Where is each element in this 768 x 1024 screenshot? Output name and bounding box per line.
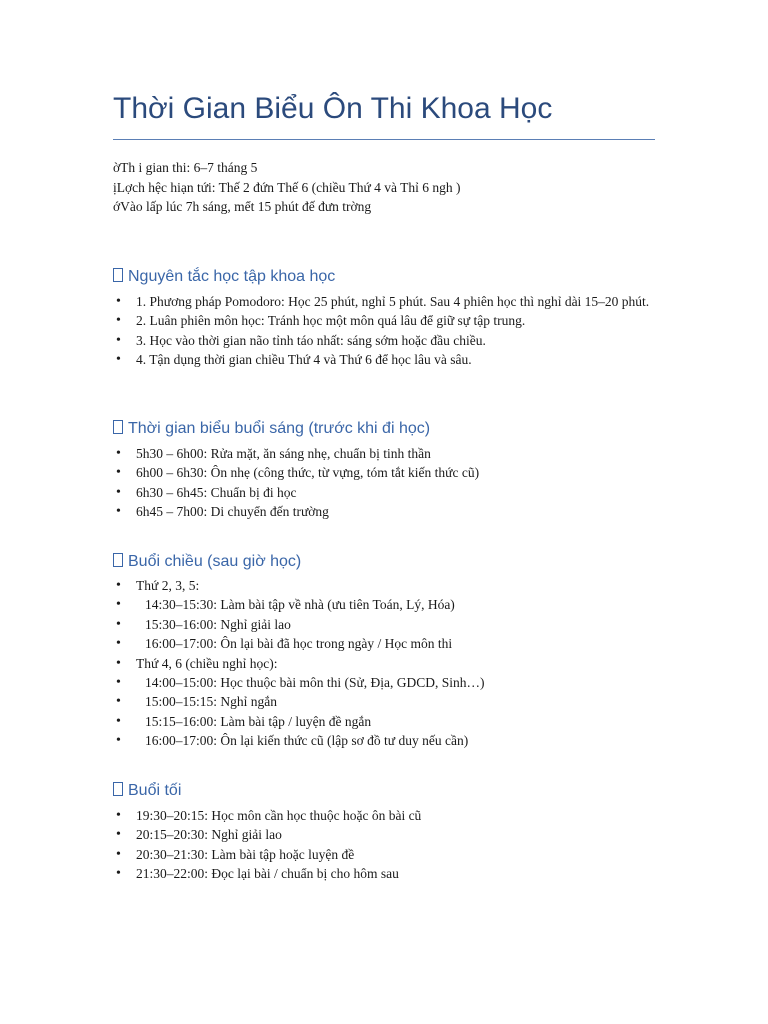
list-item: • 20:30–21:30: Làm bài tập hoặc luyện đề [113, 845, 653, 864]
principles-list [113, 292, 653, 370]
arrival-time-line: ớVào lấp lúc 7h sáng, mểt 15 phút đế đưn trờng [113, 199, 372, 214]
morning-list [113, 444, 653, 522]
afternoon-list [113, 576, 653, 751]
list-item: • 3. Học vào thời gian não tỉnh táo nhất: sáng sớm hoặc đầu chiều. [113, 331, 653, 350]
section-heading-text: Buổi chiều (sau giờ học) [128, 553, 302, 570]
list-item: • 20:15–20:30: Nghỉ giải lao [113, 825, 653, 844]
list-item: • Thứ 2, 3, 5: [113, 576, 653, 595]
list-item: • 14:00–15:00: Học thuộc bài môn thi (Sử, Địa, GDCD, Sinh…) [113, 673, 653, 692]
list-item: • 2. Luân phiên môn học: Tránh học một môn quá lâu để giữ sự tập trung. [113, 311, 653, 330]
list-item: • 5h30 – 6h00: Rửa mặt, ăn sáng nhẹ, chuẩn bị tinh thần [113, 444, 653, 463]
list-item: • 6h30 – 6h45: Chuẩn bị đi học [113, 483, 653, 502]
section-heading-text: Thời gian biểu buổi sáng (trước khi đi học) [128, 420, 431, 437]
section-heading-morning [113, 420, 430, 438]
page-title: Thời Gian Biểu Ôn Thi Khoa Học [113, 92, 553, 125]
section-heading-principles [113, 268, 335, 286]
section-heading-text: Nguyên tắc học tập khoa học [128, 268, 336, 285]
evening-list [113, 806, 653, 884]
section-heading-text: Buổi tối [128, 782, 182, 799]
school-schedule-line: ịLợch hệc hiạn tứi: Thế 2 đứn Thế 6 (chiều Thứ 4 và Thỉ 6 ngh ) [113, 180, 461, 195]
section-heading-evening [113, 782, 181, 800]
missing-glyph-icon [113, 782, 123, 796]
list-item: • Thứ 4, 6 (chiều nghỉ học): [113, 654, 653, 673]
list-item: • 6h45 – 7h00: Di chuyển đến trường [113, 502, 653, 521]
missing-glyph-icon [113, 420, 123, 434]
list-item: • 19:30–20:15: Học môn cần học thuộc hoặc ôn bài cũ [113, 806, 653, 825]
list-item: • 6h00 – 6h30: Ôn nhẹ (công thức, từ vựng, tóm tắt kiến thức cũ) [113, 463, 653, 482]
title-underline [113, 139, 655, 140]
section-heading-afternoon [113, 553, 301, 571]
list-item: • 21:30–22:00: Đọc lại bài / chuẩn bị cho hôm sau [113, 864, 653, 883]
list-item: • 4. Tận dụng thời gian chiều Thứ 4 và Thứ 6 để học lâu và sâu. [113, 350, 653, 369]
list-item: • 16:00–17:00: Ôn lại kiến thức cũ (lập sơ đồ tư duy nếu cần) [113, 731, 653, 750]
list-item: • 1. Phương pháp Pomodoro: Học 25 phút, nghỉ 5 phút. Sau 4 phiên học thì nghỉ dài 15–20 phút. [113, 292, 653, 311]
list-item: • 15:00–15:15: Nghỉ ngắn [113, 692, 653, 711]
exam-date-line: ờTh i gian thi: 6–7 tháng 5 [113, 160, 258, 175]
list-item: • 15:15–16:00: Làm bài tập / luyện đề ngắn [113, 712, 653, 731]
missing-glyph-icon [113, 553, 123, 567]
missing-glyph-icon [113, 268, 123, 282]
list-item: • 16:00–17:00: Ôn lại bài đã học trong ngày / Học môn thi [113, 634, 653, 653]
list-item: • 15:30–16:00: Nghỉ giải lao [113, 615, 653, 634]
list-item: • 14:30–15:30: Làm bài tập về nhà (ưu tiên Toán, Lý, Hóa) [113, 595, 653, 614]
